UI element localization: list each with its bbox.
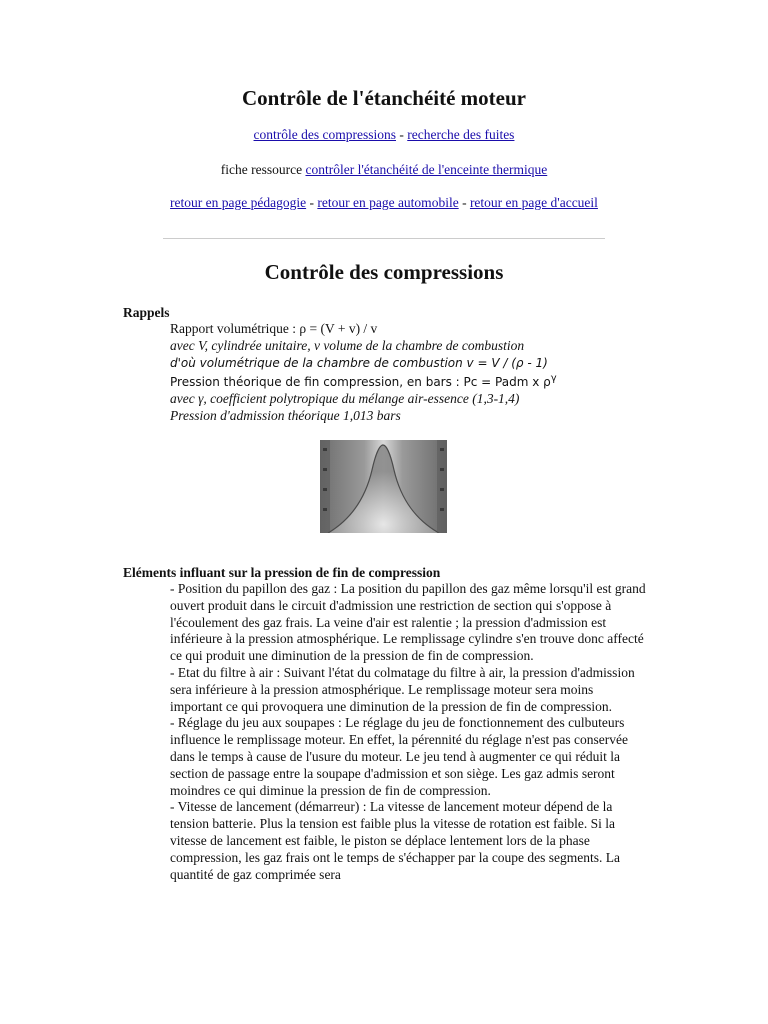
link-separator: -: [306, 195, 318, 210]
resource-line: [0, 162, 768, 178]
horizontal-divider: [163, 238, 605, 239]
link-separator: -: [458, 195, 470, 210]
link-page-accueil[interactable]: retour en page d'accueil: [469, 195, 598, 210]
link-separator: -: [396, 127, 408, 142]
section-title: Contrôle des compressions: [264, 260, 504, 284]
rappel-line: d'où volumétrique de la chambre de combustion v = V / (ρ - 1): [170, 355, 548, 370]
element-paragraph: - Etat du filtre à air : Suivant l'état du colmatage du filtre à air, la pression d'admission sera inférieure à la pression atmosphérique. Le remplissage moteur sera moins important ce qui provoquera une diminution de la pression de fin de compression.: [170, 664, 635, 714]
resource-prefix: fiche ressource: [220, 162, 306, 177]
link-page-automobile[interactable]: retour en page automobile: [317, 195, 459, 210]
rappel-line: Rapport volumétrique : ρ = (V + v) / v: [170, 321, 378, 336]
page-title: Contrôle de l'étanchéité moteur: [241, 86, 526, 110]
link-page-pedagogie[interactable]: retour en page pédagogie: [170, 195, 307, 210]
element-paragraph: - Position du papillon des gaz : La position du papillon des gaz même lorsqu'il est grand ouvert produit dans le circuit d'admission une restriction de section qui s'oppose à l'écoulement des gaz frais. La veine d'air est ralentie ; la pression d'admission est inférieure à la pression atmosphérique. Le remplissage cylindre s'en trouve donc affecté ce qui produit une diminution de la pression de fin de compression.: [170, 581, 646, 664]
link-recherche-fuites[interactable]: recherche des fuites: [407, 127, 515, 142]
rappel-line: avec γ, coefficient polytropique du mélange air-essence (1,3-1,4): [170, 391, 520, 407]
rappel-line: [170, 371, 690, 391]
element-paragraph: - Vitesse de lancement (démarreur) : La vitesse de lancement moteur dépend de la tension batterie. Plus la tension est faible plus la vitesse de rotation est faible. Si la vitesse de lancement est faible, le piston se déplace lentement lors de la phase compression, les gaz frais ont le temps de s'échapper par la coupe des segments. La quantité de gaz comprimée sera: [170, 799, 621, 882]
rappels-heading: Rappels: [123, 305, 170, 320]
element-paragraph: - Réglage du jeu aux soupapes : Le réglage du jeu de fonctionnement des culbuteurs influence le remplissage moteur. En effet, la pérennité du réglage n'est pas conservée dans le temps à cause de l'usure du moteur. Le jeu tend à augmenter ce qui réduit la section de passage entre la soupape d'admission et son siège. Les gaz admis seront moindres ce qui diminue la pression de fin de compression.: [170, 715, 628, 798]
link-controle-compressions[interactable]: contrôle des compressions: [253, 127, 396, 142]
rappels-body: [170, 321, 690, 425]
return-links: [0, 195, 768, 211]
elements-heading: Eléments influant sur la pression de fin de compression: [123, 565, 441, 580]
rappel-exponent: γ: [550, 373, 557, 385]
rappel-formula: Pression théorique de fin compression, en bars : Pc = Padm x ρ: [170, 375, 551, 390]
rappel-line: avec V, cylindrée unitaire, v volume de la chambre de combustion: [170, 337, 525, 353]
link-enceinte-thermique[interactable]: contrôler l'étanchéité de l'enceinte thermique: [305, 162, 548, 177]
elements-body: [170, 581, 648, 883]
rappel-line: Pression d'admission théorique 1,013 bars: [170, 407, 401, 423]
compression-curve-image: [320, 440, 447, 533]
section-links: [0, 127, 768, 143]
